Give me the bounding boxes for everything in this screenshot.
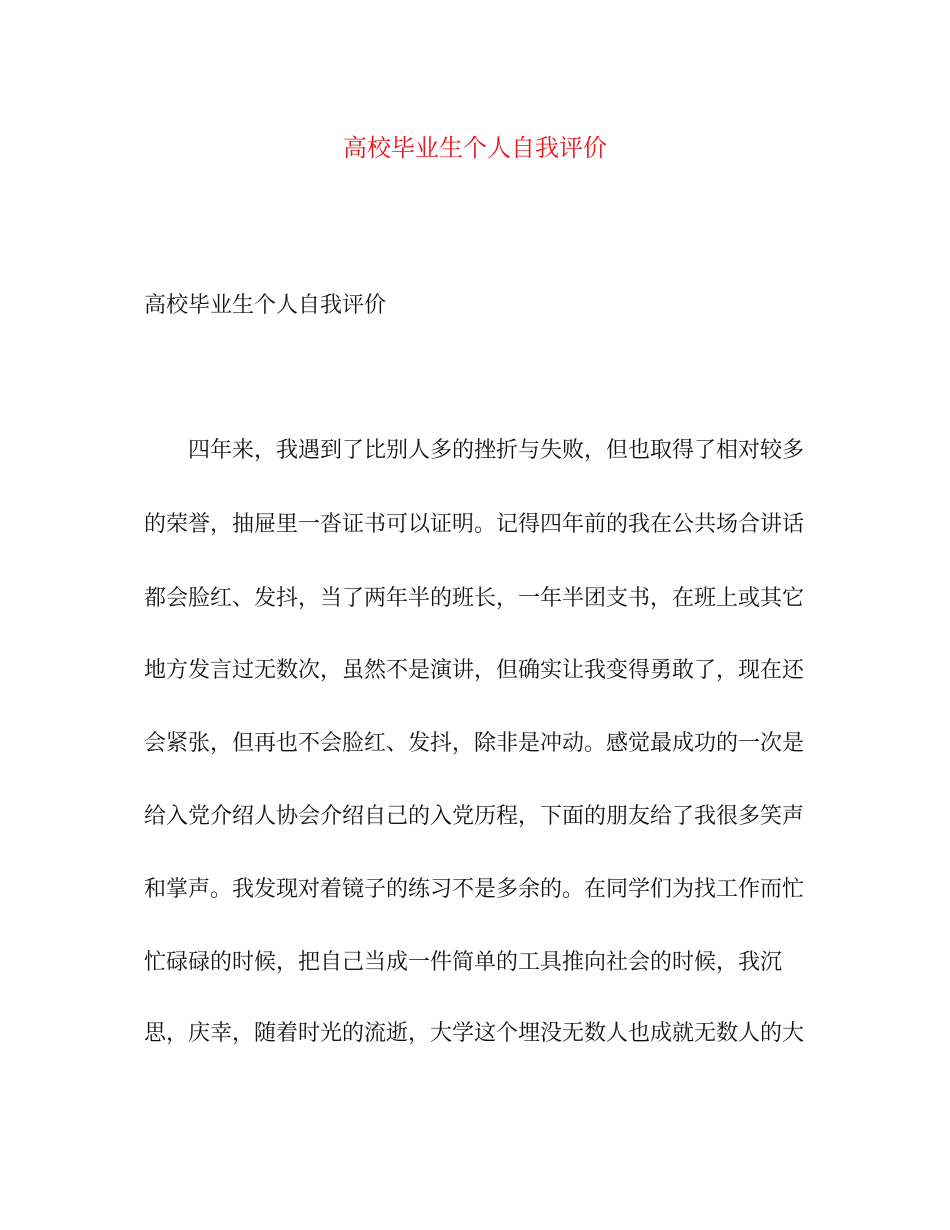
paragraph-line: 思，庆幸，随着时光的流逝，大学这个埋没无数人也成就无数人的大 xyxy=(144,1021,805,1046)
paragraph-line: 给入党介绍人协会介绍自己的入党历程，下面的朋友给了我很多笑声 xyxy=(144,804,805,829)
document-subtitle: 高校毕业生个人自我评价 xyxy=(144,293,387,318)
paragraph-line: 地方发言过无数次，虽然不是演讲，但确实让我变得勇敢了，现在还 xyxy=(144,658,805,683)
document-title: 高校毕业生个人自我评价 xyxy=(343,134,607,162)
paragraph-line: 忙碌碌的时候，把自己当成一件简单的工具推向社会的时候，我沉 xyxy=(144,950,783,975)
paragraph-line: 四年来，我遇到了比别人多的挫折与失败，但也取得了相对较多 xyxy=(188,438,805,463)
paragraph-line: 会紧张，但再也不会脸红、发抖，除非是冲动。感觉最成功的一次是 xyxy=(144,731,805,756)
paragraph-line: 的荣誉，抽屉里一沓证书可以证明。记得四年前的我在公共场合讲话 xyxy=(144,512,805,537)
paragraph-line: 都会脸红、发抖，当了两年半的班长，一年半团支书，在班上或其它 xyxy=(144,586,805,611)
paragraph-line: 和掌声。我发现对着镜子的练习不是多余的。在同学们为找工作而忙 xyxy=(144,877,805,902)
